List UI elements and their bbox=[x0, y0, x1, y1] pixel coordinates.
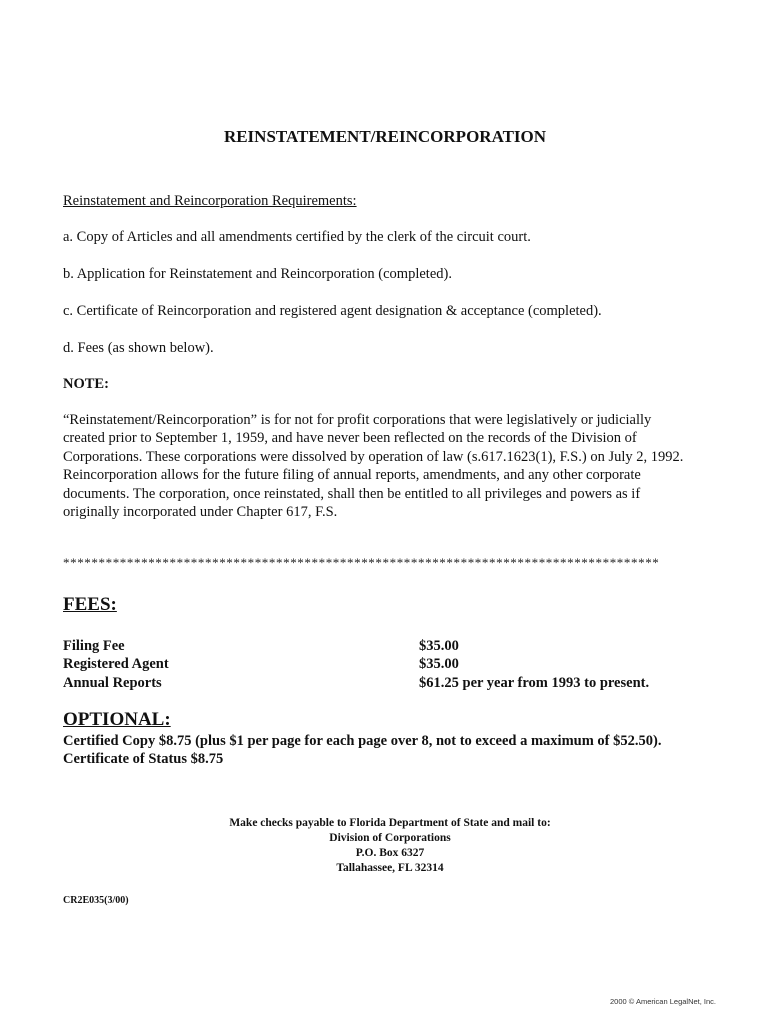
page-title: REINSTATEMENT/REINCORPORATION bbox=[223, 127, 547, 146]
fee-amount: $35.00 bbox=[419, 656, 459, 672]
fee-amount: $35.00 bbox=[419, 638, 459, 654]
note-line: Reincorporation allows for the future filing of annual reports, amendments, and any other corporate bbox=[63, 467, 641, 484]
optional-certified-copy: Certified Copy $8.75 (plus $1 per page for each page over 8, not to exceed a maximum of $52.50). bbox=[63, 733, 662, 749]
mailing-po-box: P.O. Box 6327 bbox=[355, 847, 425, 859]
fee-label: Annual Reports bbox=[63, 675, 162, 691]
form-code: CR2E035(3/00) bbox=[63, 895, 129, 906]
requirement-item-a: a. Copy of Articles and all amendments certified by the clerk of the circuit court. bbox=[63, 229, 531, 245]
mailing-instruction: Make checks payable to Florida Department of State and mail to: bbox=[229, 817, 551, 829]
mailing-city: Tallahassee, FL 32314 bbox=[336, 862, 444, 874]
optional-certificate-status: Certificate of Status $8.75 bbox=[63, 751, 224, 767]
requirement-item-c: c. Certificate of Reincorporation and registered agent designation & acceptance (completed). bbox=[63, 303, 602, 319]
fee-row-annual-reports bbox=[63, 675, 649, 692]
requirement-item-b: b. Application for Reinstatement and Reincorporation (completed). bbox=[63, 266, 452, 282]
note-line: Corporations. These corporations were dissolved by operation of law (s.617.1623(1), F.S.) on July 2, 1992. bbox=[63, 448, 684, 465]
note-line: created prior to September 1, 1959, and have never been reflected on the records of the Division of bbox=[63, 430, 637, 447]
fees-heading: FEES: bbox=[63, 594, 117, 615]
fee-amount: $61.25 per year from 1993 to present. bbox=[419, 675, 650, 691]
requirement-item-d: d. Fees (as shown below). bbox=[63, 340, 214, 356]
requirements-heading: Reinstatement and Reincorporation Requirements: bbox=[63, 193, 357, 209]
fee-label: Registered Agent bbox=[63, 656, 169, 672]
fee-row-registered-agent bbox=[63, 656, 459, 673]
note-line: originally incorporated under Chapter 617, F.S. bbox=[63, 504, 338, 521]
fee-row-filing bbox=[63, 638, 459, 655]
fee-label: Filing Fee bbox=[63, 638, 125, 654]
note-paragraph bbox=[63, 411, 723, 521]
asterisk-separator: ************************************************************************************ bbox=[63, 555, 660, 570]
mailing-division: Division of Corporations bbox=[329, 832, 451, 844]
note-heading: NOTE: bbox=[63, 376, 109, 392]
note-line: “Reinstatement/Reincorporation” is for not for profit corporations that were legislatively or judicially bbox=[63, 412, 652, 428]
note-line: documents. The corporation, once reinstated, shall then be entitled to all privileges and powers as if bbox=[63, 485, 641, 502]
copyright-footer: 2000 © American LegalNet, Inc. bbox=[610, 997, 717, 1006]
optional-heading: OPTIONAL: bbox=[63, 709, 171, 730]
